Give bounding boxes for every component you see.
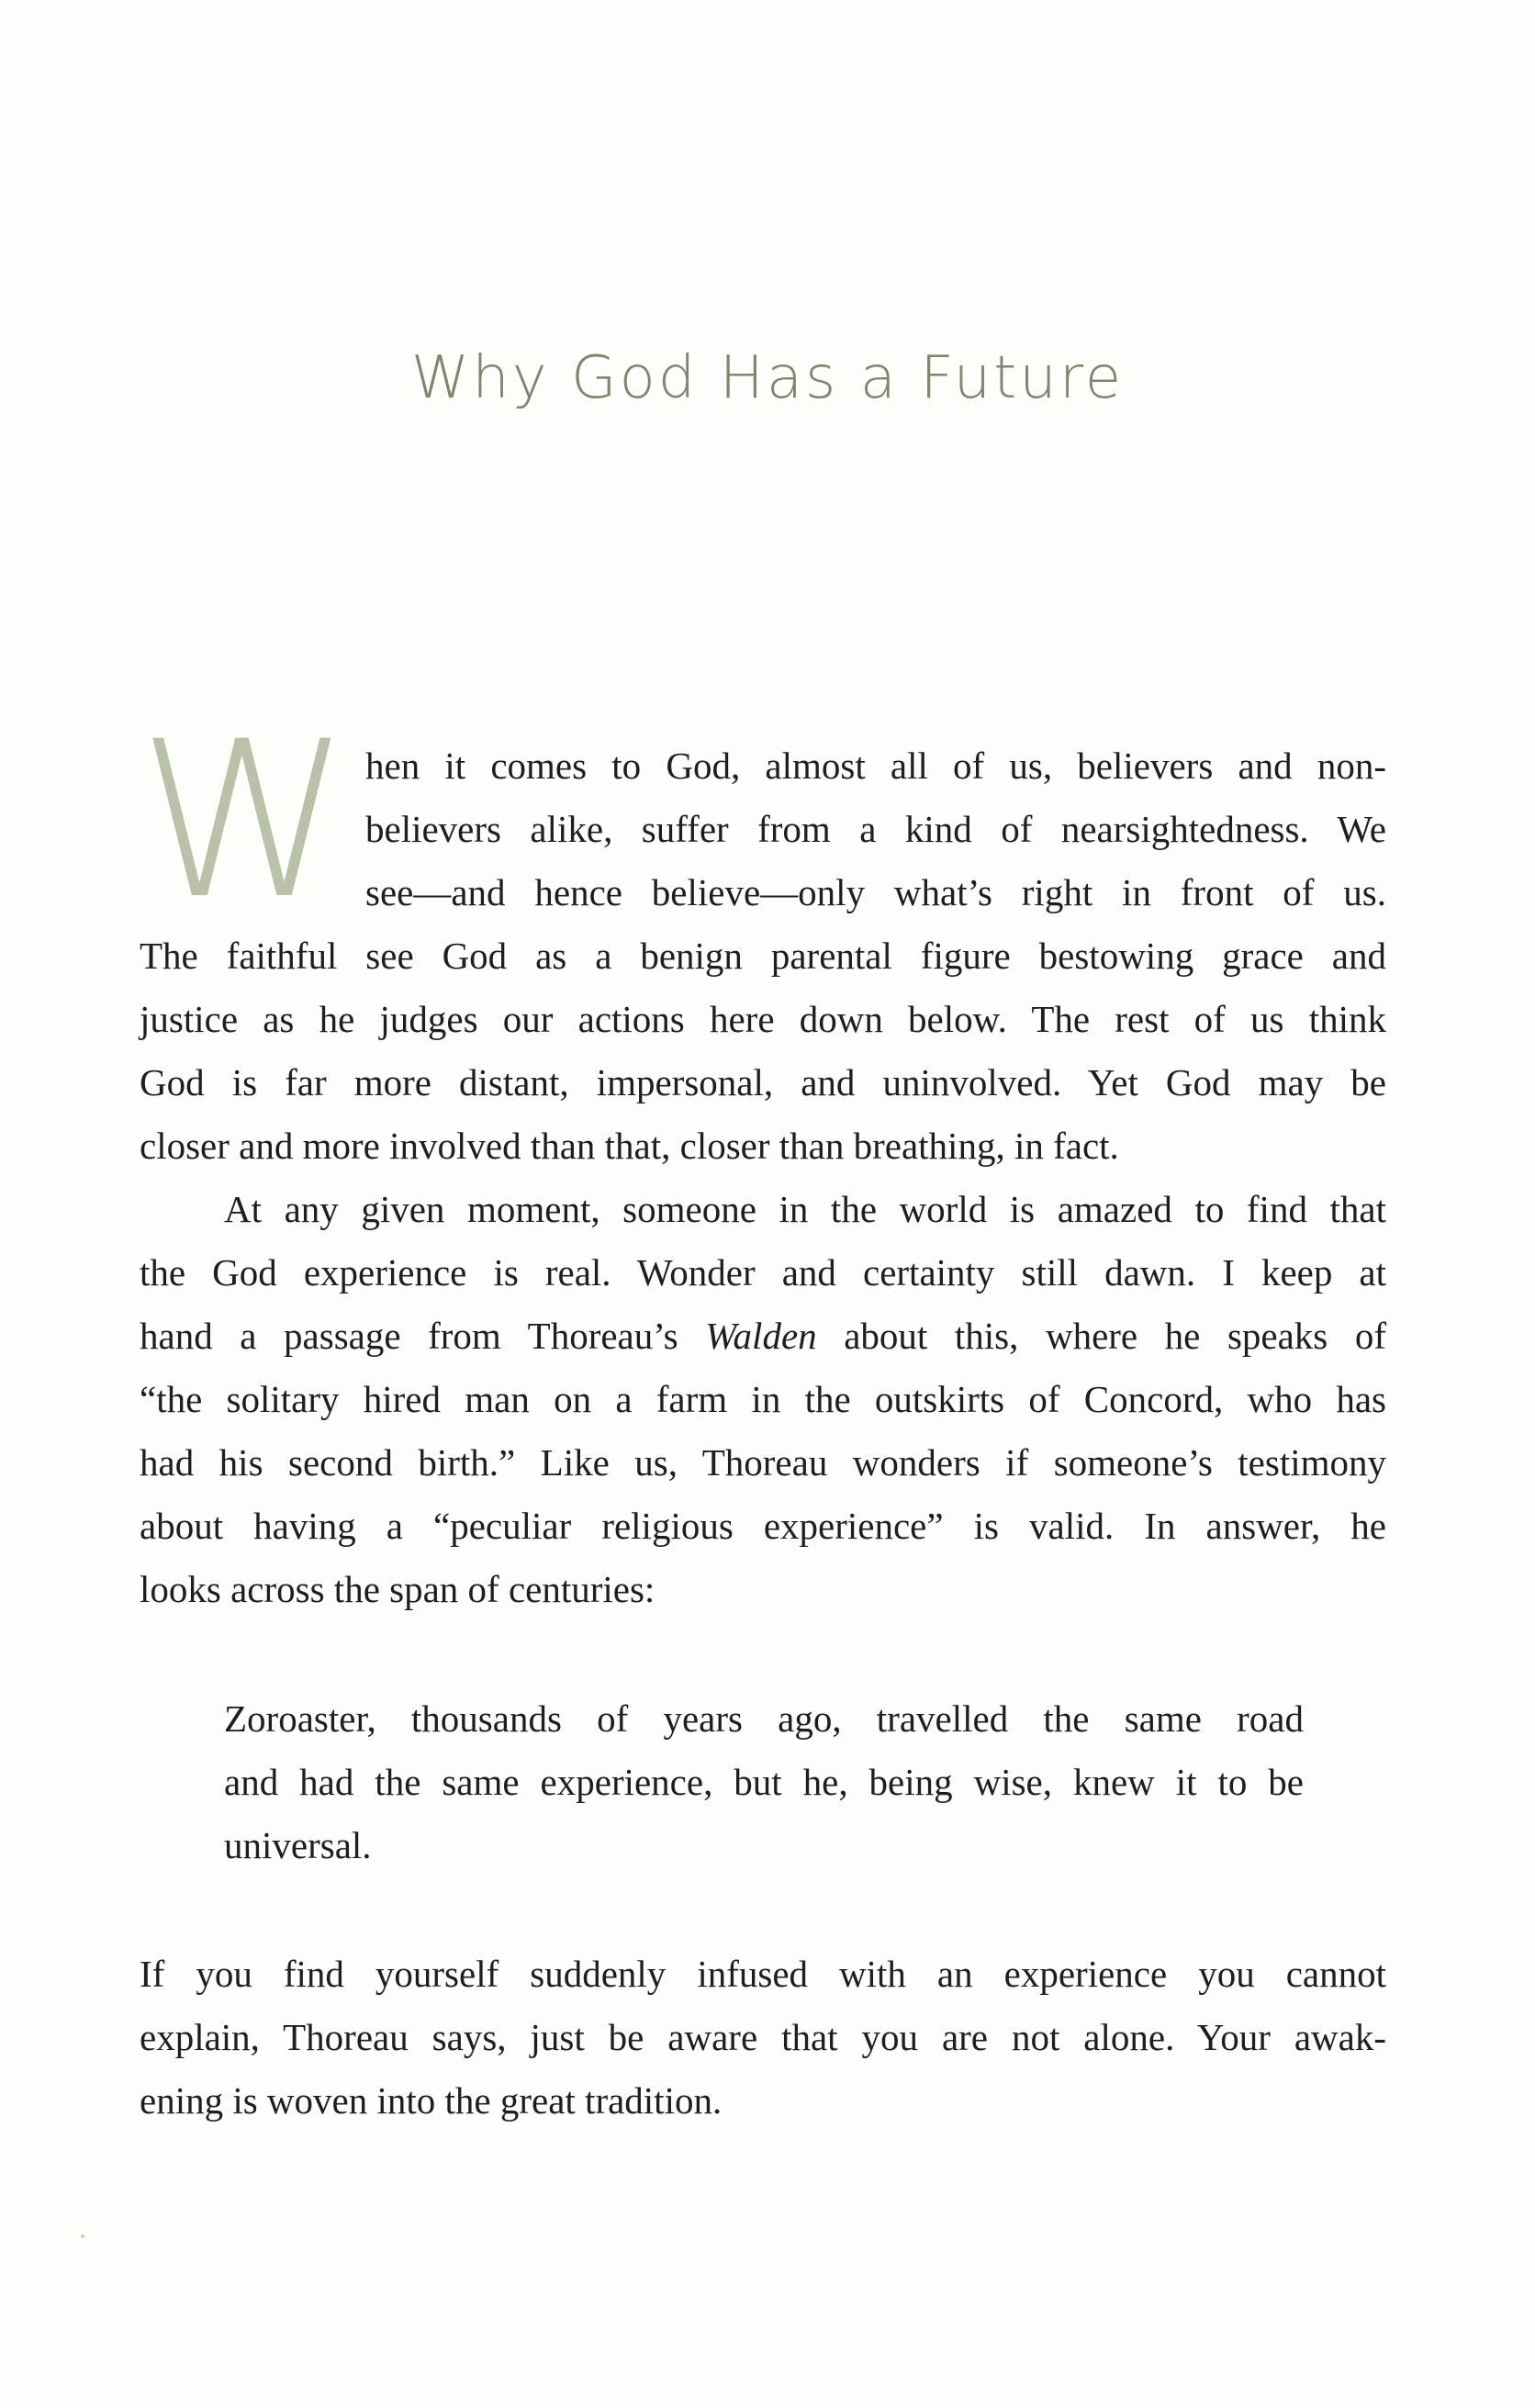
paragraph-line: At any given moment, someone in the world is amazed to find that (224, 1188, 1386, 1230)
text-run: about this, where he speaks of (816, 1315, 1386, 1357)
paragraph-line: explain, Thoreau says, just be aware that you are not alone. Your awak- (140, 2016, 1386, 2058)
quote-line: and had the same experience, but he, being wise, knew it to be (224, 1761, 1304, 1803)
paragraph-line: the God experience is real. Wonder and certainty still dawn. I keep at (140, 1251, 1386, 1294)
quote-line: universal. (224, 1824, 372, 1866)
paragraph-1-opening-lines (365, 734, 1386, 924)
paragraph-line: “the solitary hired man on a farm in the outskirts of Concord, who has (140, 1378, 1386, 1420)
quote-line: Zoroaster, thousands of years ago, travelled the same road (224, 1697, 1304, 1740)
paragraph-line: had his second birth.” Like us, Thoreau wonders if someone’s testimony (140, 1441, 1386, 1484)
paragraph-line: closer and more involved than that, closer than breathing, in fact. (140, 1125, 1119, 1167)
scan-speck (81, 2234, 84, 2238)
paragraph-2 (140, 1178, 1386, 1621)
paragraph-3 (140, 1943, 1386, 2133)
chapter-title: Why God Has a Future (410, 344, 1125, 412)
paragraph-line: justice as he judges our actions here down below. The rest of us think (140, 998, 1386, 1040)
paragraph-line: The faithful see God as a benign parental figure bestowing grace and (140, 935, 1386, 977)
paragraph-line: about having a “peculiar religious experience” is valid. In answer, he (140, 1505, 1386, 1547)
paragraph-line: believers alike, suffer from a kind of nearsightedness. We (365, 808, 1386, 850)
paragraph-1-body (140, 924, 1386, 1178)
book-title-walden: Walden (705, 1315, 817, 1357)
drop-cap-glyph: W (138, 725, 352, 909)
block-quote (224, 1687, 1304, 1877)
paragraph-line: looks across the span of centuries: (140, 1568, 655, 1610)
paragraph-line: ening is woven into the great tradition. (140, 2079, 723, 2122)
drop-cap-letter-w (138, 725, 367, 909)
paragraph-line: God is far more distant, impersonal, and uninvolved. Yet God may be (140, 1061, 1386, 1103)
text-run: hand a passage from Thoreau’s (140, 1315, 706, 1357)
paragraph-line: If you find yourself suddenly infused with an experience you cannot (140, 1953, 1386, 1995)
paragraph-line-with-italic (140, 1305, 1386, 1368)
paragraph-line: hen it comes to God, almost all of us, believers and non- (365, 745, 1386, 787)
paragraph-line: see—and hence believe—only what’s right in front of us. (365, 871, 1386, 913)
